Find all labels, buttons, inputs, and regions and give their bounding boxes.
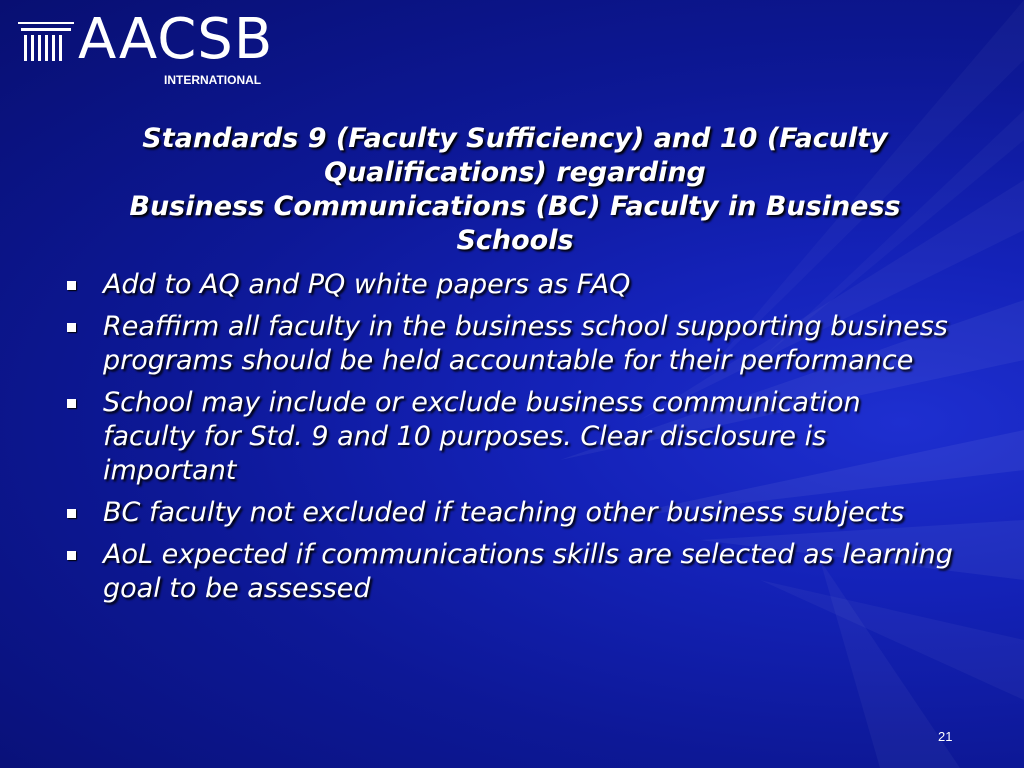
square-bullet-icon [67, 551, 76, 560]
list-item-text: Reaffirm all faculty in the business school supporting business programs should be held accountable for their performance [103, 311, 948, 376]
list-item-text: School may include or exclude business communication faculty for Std. 9 and 10 purposes. Clear disclosure is important [103, 387, 861, 486]
square-bullet-icon [67, 323, 76, 332]
list-item-text: BC faculty not excluded if teaching other business subjects [103, 497, 905, 528]
columns-icon [18, 22, 74, 68]
list-item [60, 538, 960, 606]
aacsb-logo [18, 7, 278, 88]
list-item-text: Add to AQ and PQ white papers as FAQ [103, 269, 631, 300]
list-item [60, 496, 960, 530]
list-item-text: AoL expected if communications skills are selected as learning goal to be assessed [103, 539, 953, 604]
slide-title [80, 122, 950, 258]
square-bullet-icon [67, 509, 76, 518]
title-line-1: Standards 9 (Faculty Sufficiency) and 10 (Faculty Qualifications) regarding [142, 123, 888, 188]
square-bullet-icon [67, 281, 76, 290]
title-line-2: Business Communications (BC) Faculty in Business Schools [129, 191, 901, 256]
logo-subtitle: INTERNATIONAL [164, 73, 262, 87]
square-bullet-icon [67, 399, 76, 408]
list-item [60, 268, 960, 302]
page-number: 21 [938, 729, 953, 744]
logo-wordmark: AACSB [78, 7, 274, 72]
list-item [60, 386, 960, 488]
bullet-list [60, 268, 960, 614]
list-item [60, 310, 960, 378]
